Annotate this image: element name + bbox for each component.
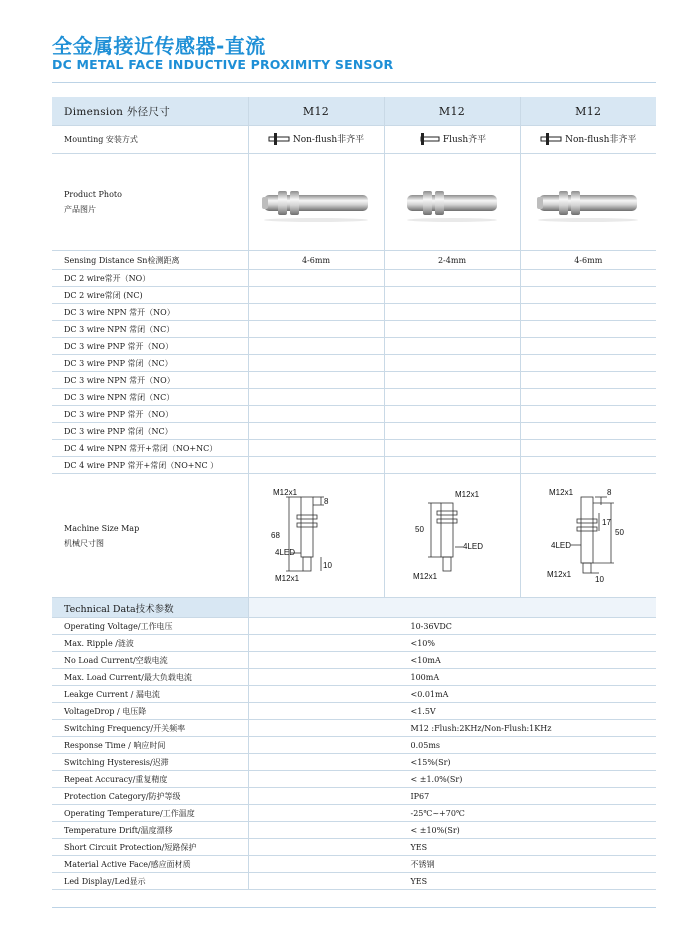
tech-value: <10mA xyxy=(248,652,656,669)
tech-row xyxy=(52,805,656,822)
technical-data-header xyxy=(52,598,656,618)
tech-label: Protection Category/防护等级 xyxy=(52,788,248,805)
wiring-label: DC 3 wire PNP 常闭（NC） xyxy=(52,355,248,372)
non-flush-mount-icon xyxy=(268,132,290,146)
tech-value: 不锈钢 xyxy=(248,856,656,873)
photo-label xyxy=(52,154,248,251)
tech-value: 0.05ms xyxy=(248,737,656,754)
mounting-row xyxy=(52,126,656,154)
photo-cell xyxy=(384,154,520,251)
wiring-cell xyxy=(384,355,520,372)
non-flush-mount-icon xyxy=(540,132,562,146)
sensor-photo-image xyxy=(533,182,643,222)
dimension-label: Dimension 外径尺寸 xyxy=(52,97,248,126)
wiring-row xyxy=(52,423,656,440)
mounting-text: Non-flush非齐平 xyxy=(565,135,637,145)
wiring-label: DC 3 wire NPN 常闭（NC） xyxy=(52,321,248,338)
led-label: 4LED xyxy=(551,541,572,550)
tech-label: Switching Hysteresis/迟滞 xyxy=(52,754,248,771)
technical-data-header-cell xyxy=(248,598,656,618)
tech-row xyxy=(52,652,656,669)
column-header: M12 xyxy=(384,97,520,126)
tech-label: Operating Voltage/工作电压 xyxy=(52,618,248,635)
tech-label: Short Circuit Protection/短路保护 xyxy=(52,839,248,856)
thread-label: M12x1 xyxy=(549,488,574,497)
thread-label: M12x1 xyxy=(273,488,298,497)
tech-value: 100mA xyxy=(248,669,656,686)
spec-table xyxy=(52,97,656,890)
wiring-cell xyxy=(384,270,520,287)
tech-row xyxy=(52,788,656,805)
photo-label-cn: 产品图片 xyxy=(64,205,96,214)
photo-cell xyxy=(520,154,656,251)
wiring-cell xyxy=(520,457,656,474)
photo-cell xyxy=(248,154,384,251)
wiring-cell xyxy=(520,440,656,457)
wiring-cell xyxy=(248,423,384,440)
machine-label-en: Machine Size Map xyxy=(64,523,140,533)
wiring-cell xyxy=(520,406,656,423)
wiring-cell xyxy=(384,338,520,355)
wiring-cell xyxy=(520,355,656,372)
column-header: M12 xyxy=(248,97,384,126)
machine-label xyxy=(52,474,248,598)
tech-row xyxy=(52,873,656,890)
mounting-text: Flush齐平 xyxy=(442,135,487,145)
wiring-cell xyxy=(384,457,520,474)
wiring-row xyxy=(52,355,656,372)
total-length-label: 50 xyxy=(615,528,625,537)
wiring-label: DC 3 wire PNP 常开（NO） xyxy=(52,406,248,423)
tech-value: <1.5V xyxy=(248,703,656,720)
wiring-row xyxy=(52,338,656,355)
wiring-cell xyxy=(520,304,656,321)
tech-value: < ±1.0%(Sr) xyxy=(248,771,656,788)
tech-row xyxy=(52,856,656,873)
wiring-label: DC 3 wire NPN 常闭（NC） xyxy=(52,389,248,406)
wiring-row xyxy=(52,287,656,304)
dimension-drawing xyxy=(261,483,371,588)
technical-data-label: Technical Data技术参数 xyxy=(52,598,248,618)
column-header: M12 xyxy=(520,97,656,126)
tech-row xyxy=(52,839,656,856)
tech-row xyxy=(52,822,656,839)
mounting-text: Non-flush非齐平 xyxy=(292,135,365,145)
tech-row xyxy=(52,737,656,754)
wiring-label: DC 2 wire常开（NO） xyxy=(52,270,248,287)
wiring-row xyxy=(52,304,656,321)
tech-value: <10% xyxy=(248,635,656,652)
wiring-cell xyxy=(248,270,384,287)
bottom-length-label: 10 xyxy=(595,575,605,584)
wiring-label: DC 4 wire NPN 常开+常闭（NO+NC） xyxy=(52,440,248,457)
tech-row xyxy=(52,754,656,771)
tech-label: Switching Frequency/开关频率 xyxy=(52,720,248,737)
wiring-cell xyxy=(248,457,384,474)
tech-label: Led Display/Led显示 xyxy=(52,873,248,890)
sensing-value: 2-4mm xyxy=(384,251,520,270)
tech-value: < ±10%(Sr) xyxy=(248,822,656,839)
wiring-cell xyxy=(384,440,520,457)
wiring-cell xyxy=(248,355,384,372)
wiring-cell xyxy=(248,389,384,406)
wiring-label: DC 4 wire PNP 常开+常闭（NO+NC ） xyxy=(52,457,248,474)
wiring-label: DC 3 wire NPN 常开（NO） xyxy=(52,372,248,389)
header-divider xyxy=(52,82,656,83)
page-title-en: DC METAL FACE INDUCTIVE PROXIMITY SENSOR xyxy=(52,57,394,72)
wiring-label: DC 3 wire PNP 常闭（NC） xyxy=(52,423,248,440)
wiring-cell xyxy=(248,338,384,355)
wiring-cell xyxy=(384,372,520,389)
wiring-cell xyxy=(248,304,384,321)
tech-label: Operating Temperature/工作温度 xyxy=(52,805,248,822)
drawing-cell xyxy=(520,474,656,598)
machine-size-row xyxy=(52,474,656,598)
inner-length-label: 17 xyxy=(602,518,612,527)
tech-label: Material Active Face/感应面材质 xyxy=(52,856,248,873)
drawing-cell xyxy=(384,474,520,598)
tech-value: M12 :Flush:2KHz/Non-Flush:1KHz xyxy=(248,720,656,737)
total-length-label: 68 xyxy=(271,531,280,540)
tech-value: <0.01mA xyxy=(248,686,656,703)
wiring-cell xyxy=(248,372,384,389)
tech-row xyxy=(52,703,656,720)
tech-value: <15%(Sr) xyxy=(248,754,656,771)
sensor-photo-image xyxy=(256,182,376,222)
wiring-row xyxy=(52,457,656,474)
sensing-value: 4-6mm xyxy=(520,251,656,270)
wiring-cell xyxy=(384,287,520,304)
thread-label: M12x1 xyxy=(455,490,480,499)
mounting-label: Mounting 安装方式 xyxy=(52,126,248,154)
base-thread-label: M12x1 xyxy=(547,570,572,579)
tech-label: Max. Load Current/最大负载电流 xyxy=(52,669,248,686)
tech-value: -25℃~+70℃ xyxy=(248,805,656,822)
wiring-cell xyxy=(384,389,520,406)
wiring-cell xyxy=(520,287,656,304)
wiring-label: DC 3 wire PNP 常开（NO） xyxy=(52,338,248,355)
wiring-row xyxy=(52,321,656,338)
tech-label: Temperature Drift/温度漂移 xyxy=(52,822,248,839)
tech-row xyxy=(52,771,656,788)
wiring-row xyxy=(52,440,656,457)
wiring-row xyxy=(52,406,656,423)
wiring-row xyxy=(52,270,656,287)
mounting-cell xyxy=(520,126,656,154)
photo-label-en: Product Photo xyxy=(64,190,122,199)
sensing-value: 4-6mm xyxy=(248,251,384,270)
wiring-cell xyxy=(520,389,656,406)
wiring-row xyxy=(52,389,656,406)
wiring-cell xyxy=(384,423,520,440)
total-length-label: 50 xyxy=(415,525,424,534)
page-header xyxy=(0,0,700,84)
dimension-drawing xyxy=(533,483,643,588)
base-thread-label: M12x1 xyxy=(275,574,300,583)
wiring-label: DC 2 wire常闭 (NC) xyxy=(52,287,248,304)
sensing-row xyxy=(52,251,656,270)
wiring-cell xyxy=(520,270,656,287)
drawing-cell xyxy=(248,474,384,598)
page-title-cn: 全金属接近传感器-直流 xyxy=(52,34,266,58)
flush-mount-icon xyxy=(418,132,440,146)
wiring-cell xyxy=(248,440,384,457)
wiring-cell xyxy=(248,321,384,338)
wiring-cell xyxy=(384,321,520,338)
wiring-row xyxy=(52,372,656,389)
tech-label: Max. Ripple /涟波 xyxy=(52,635,248,652)
tech-row xyxy=(52,669,656,686)
wiring-cell xyxy=(520,423,656,440)
led-label: 4LED xyxy=(275,548,296,557)
tech-label: Response Time / 响应时间 xyxy=(52,737,248,754)
wiring-cell xyxy=(384,406,520,423)
footer-divider xyxy=(52,907,656,908)
tech-value: YES xyxy=(248,839,656,856)
dimension-drawing xyxy=(397,483,507,588)
mounting-cell xyxy=(384,126,520,154)
sensor-photo-image xyxy=(397,182,507,222)
tech-label: VoltageDrop / 电压降 xyxy=(52,703,248,720)
mounting-cell xyxy=(248,126,384,154)
tech-label: Leakge Current / 漏电流 xyxy=(52,686,248,703)
tech-value: 10-36VDC xyxy=(248,618,656,635)
wiring-cell xyxy=(520,321,656,338)
wiring-cell xyxy=(248,287,384,304)
tech-row xyxy=(52,686,656,703)
tech-value: YES xyxy=(248,873,656,890)
sensing-label: Sensing Distance Sn检测距离 xyxy=(52,251,248,270)
tech-row xyxy=(52,635,656,652)
led-label: 4LED xyxy=(463,542,484,551)
tech-value: IP67 xyxy=(248,788,656,805)
wiring-cell xyxy=(520,338,656,355)
bottom-length-label: 10 xyxy=(323,561,332,570)
tech-row xyxy=(52,618,656,635)
wiring-label: DC 3 wire NPN 常开（NO） xyxy=(52,304,248,321)
wiring-cell xyxy=(248,406,384,423)
top-length-label: 8 xyxy=(324,497,329,506)
tech-label: No Load Current/空载电流 xyxy=(52,652,248,669)
tech-row xyxy=(52,720,656,737)
photo-row xyxy=(52,154,656,251)
machine-label-cn: 机械尺寸图 xyxy=(64,538,104,548)
base-thread-label: M12x1 xyxy=(413,572,438,581)
wiring-cell xyxy=(520,372,656,389)
tech-label: Repeat Accuracy/重复精度 xyxy=(52,771,248,788)
wiring-cell xyxy=(384,304,520,321)
dimension-row xyxy=(52,97,656,126)
top-length-label: 8 xyxy=(607,488,612,497)
